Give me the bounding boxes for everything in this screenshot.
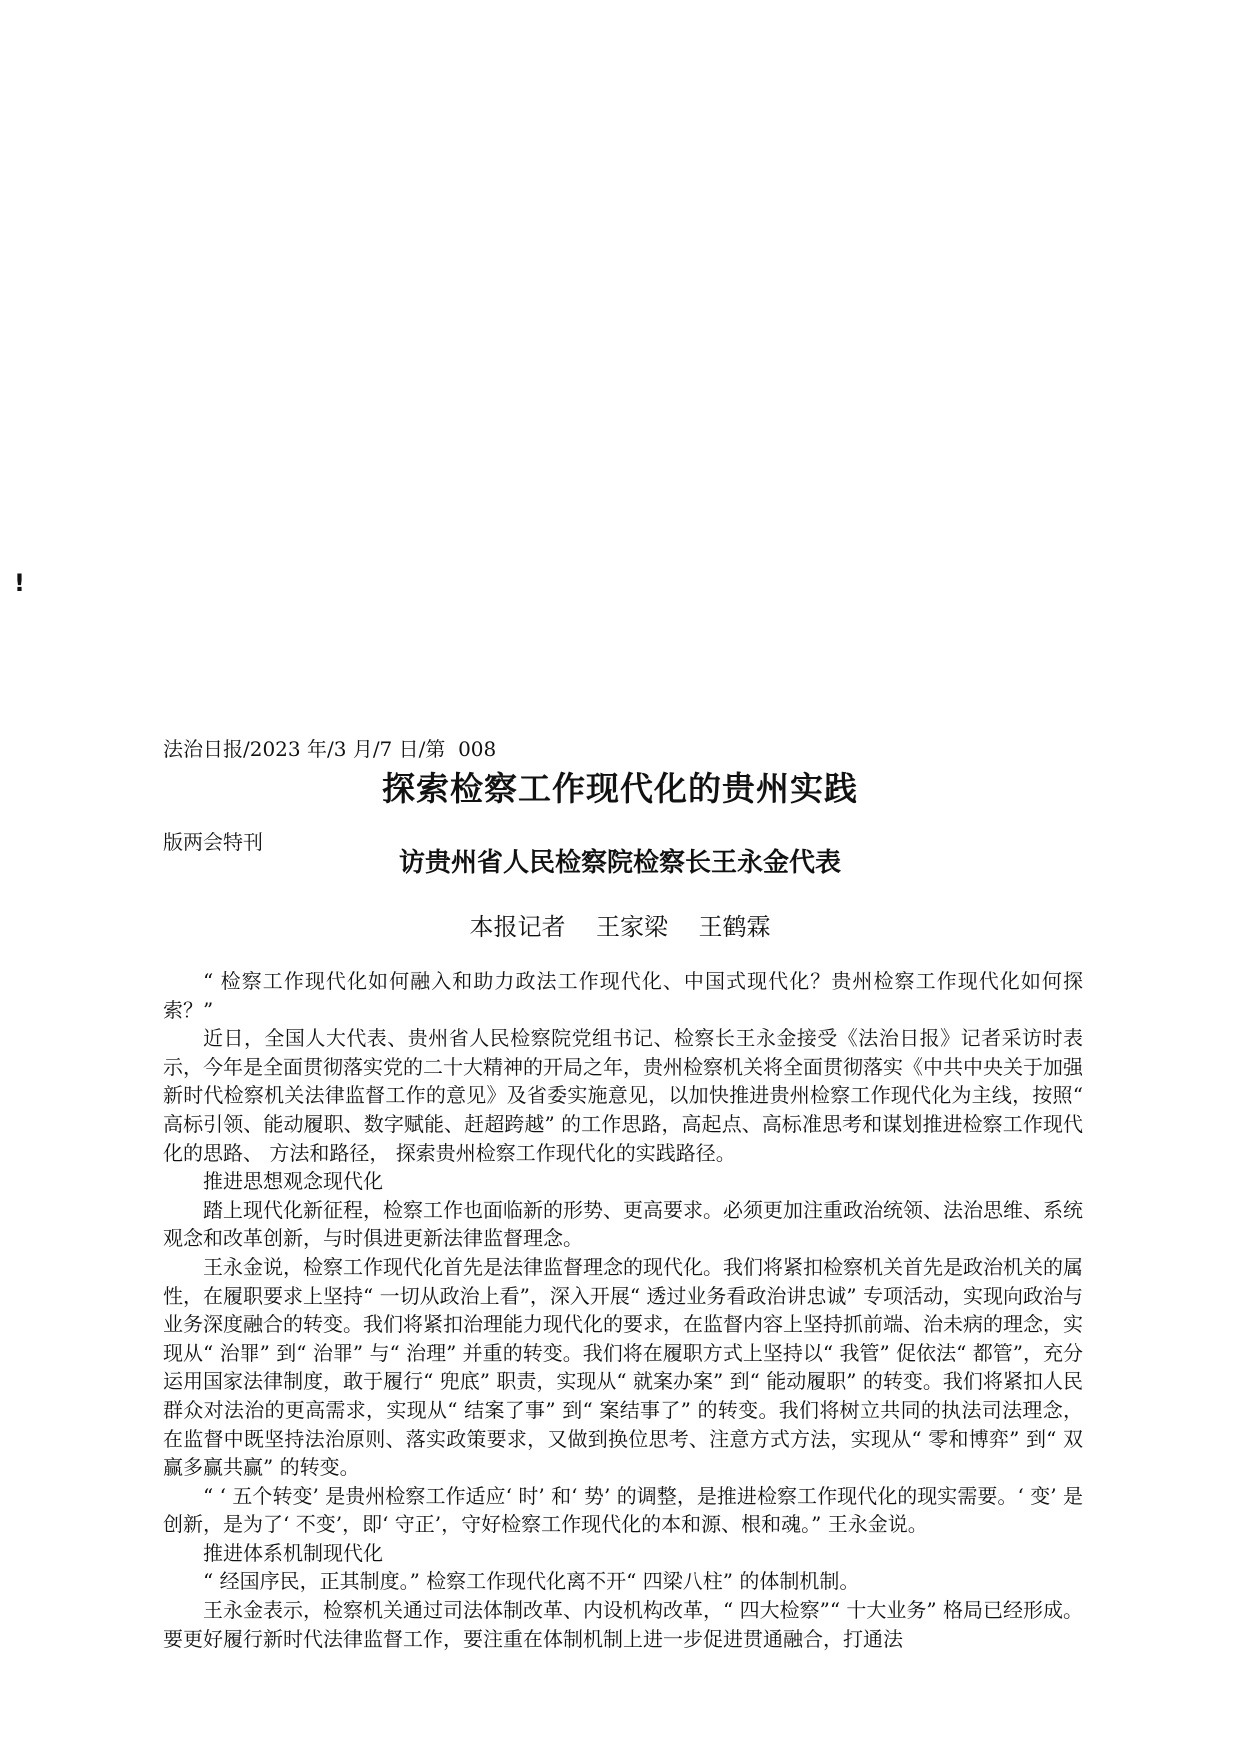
warning-mark: !: [14, 569, 25, 597]
paragraph: “ 检察工作现代化如何融入和助力政法工作现代化、中国式现代化？贵州检察工作现代化如何探索？”: [163, 969, 1083, 1022]
article-subtitle: 访贵州省人民检察院检察长王永金代表: [398, 848, 841, 878]
paragraph: 近日，全国人大代表、贵州省人民检察院党组书记、检察长王永金接受《法治日报》记者采访时表示，今年是全面贯彻落实党的二十大精神的开局之年，贵州检察机关将全面贯彻落实《中共中央关于加强新时代检察机关法律监督工作的意见》及省委实施意见，以加快推进贵州检察工作现代化为主线，按照“ 高标引领、能动履职、数字赋能、赶超跨越” 的工作思路，高起点、高标准思考和谋划推进检察工作现代化的思路、 方法和路径， 探索贵州检察工作现代化的实践路径。: [163, 1026, 1083, 1165]
paragraph: “ 经国序民，正其制度。” 检察工作现代化离不开“ 四梁八柱” 的体制机制。: [203, 1569, 860, 1594]
paragraph: 王永金说，检察工作现代化首先是法律监督理念的现代化。我们将紧扣检察机关首先是政治机关的属性，在履职要求上坚持“ 一切从政治上看”，深入开展“ 透过业务看政治讲忠诚” 专项活动，实现向政治与业务深度融合的转变。我们将紧扣治理能力现代化的要求，在监督内容上坚持抓前端、治未病的理念，实现从“ 治罪” 到“ 治罪” 与“ 治理” 并重的转变。我们将在履职方式上坚持以“ 我管” 促依法“ 都管”，充分运用国家法律制度，敢于履行“ 兜底” 职责，实现从“ 就案办案” 到“ 能动履职” 的转变。我们将紧扣人民群众对法治的更高需求，实现从“ 结案了事” 到“ 案结事了” 的转变。我们将树立共同的执法司法理念，在监督中既坚持法治原则、落实政策要求，又做到换位思考、注意方式方法，实现从“ 零和博弈” 到“ 双赢多赢共赢” 的转变。: [163, 1254, 1083, 1480]
article-title: 探索检察工作现代化的贵州实践: [382, 769, 858, 808]
paragraph: 踏上现代化新征程，检察工作也面临新的形势、更高要求。必须更加注重政治统领、法治思维、系统观念和改革创新，与时俱进更新法律监督理念。: [163, 1197, 1083, 1251]
byline: 本报记者 王家梁 王鹤霖: [469, 913, 771, 941]
article-body: [163, 967, 1083, 1653]
paragraph: 王永金表示，检察机关通过司法体制改革、内设机构改革，“ 四大检察”“ 十大业务” 格局已经形成。要更好履行新时代法律监督工作，要注重在体制机制上进一步促进贯通融合，打通法: [163, 1598, 1083, 1651]
section-heading: 推进体系机制现代化: [203, 1540, 383, 1565]
section-heading: 推进思想观念现代化: [203, 1169, 383, 1194]
paragraph: “ ‘ 五个转变’ 是贵州检察工作适应‘ 时’ 和‘ 势’ 的调整，是推进检察工作现代化的现实需要。‘ 变’ 是创新，是为了‘ 不变’，即‘ 守正’，守好检察工作现代化的本和源、根和魂。” 王永金说。: [163, 1483, 1083, 1537]
source-line: 版两会特刊: [163, 830, 263, 854]
source-line: 法治日报/2023 年/3 月/7 日/第 008: [163, 737, 497, 761]
